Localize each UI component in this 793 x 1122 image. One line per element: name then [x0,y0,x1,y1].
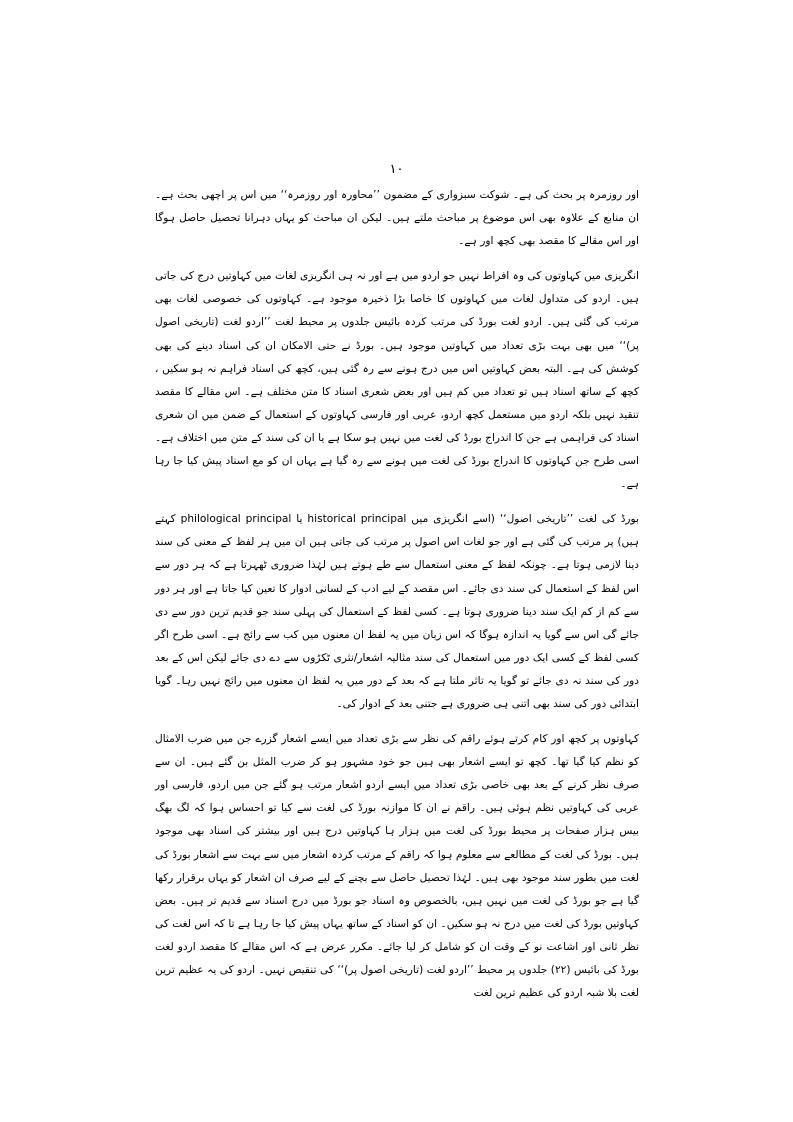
paragraph: انگریزی میں کہاوتوں کی وہ افراط نہیں جو اردو میں ہے اور نہ ہی انگریزی لغات میں کہاوتیں درج کی جاتی ہیں۔ اردو کی متداول لغات میں کہاوتوں کا خاصا بڑا ذخیرہ موجود ہے۔ کہاوتوں کی خصوصی لغات بھی مرتب کی گئی ہیں۔ اردو لغت بورڈ کی مرتب کردہ بائیس جلدوں پر محیط لغت ’’اردو لغت (تاریخی اصول پر)‘‘ میں بھی بہت بڑی تعداد میں کہاوتیں موجود ہیں۔ بورڈ نے حتی الامکان ان کی اسناد دینے کی بھی کوشش کی ہے۔ البتہ بعض کہاوتیں اس میں درج ہونے سے رہ گئی ہیں، کچھ کی اسناد فراہم نہ ہو سکیں ، کچھ کے ساتھ اسناد ہیں تو تعداد میں کم ہیں اور بعض شعری اسناد کا متن مختلف ہے۔ اس مقالے کا مقصد تنقید نہیں بلکہ اردو میں مستعمل کچھ اردو، عربی اور فارسی کہاوتوں کے استعمال کے ضمن میں ان شعری اسناد کی فراہمی ہے جن کا اندراج بورڈ کی لغت میں نہیں ہو سکا ہے یا ان کی سند کے متن میں اختلاف ہے۔ اسی طرح جن کہاوتوں کا اندراج بورڈ کی لغت میں ہونے سے رہ گیا ہے یہاں ان کو مع اسناد پیش کیا جا رہا ہے۔ [155,270,639,491]
paragraph: کہاوتوں پر کچھ اور کام کرتے ہوئے راقم کی نظر سے بڑی تعداد میں ایسے اشعار گزرے جن میں ضرب الامثال کو نظم کیا گیا تھا۔ کچھ تو ایسے اشعار بھی ہیں جو خود مشہور ہو کر ضرب المثل بن گئے ہیں۔ ان سے صرف نظر کرنے کے بعد بھی خاصی بڑی تعداد میں ایسے اردو اشعار مرتب ہو گئے جن میں اردو، فارسی اور عربی کی کہاوتیں نظم ہوئی ہیں۔ راقم نے ان کا موازنہ بورڈ کی لغت سے کیا تو احساس ہوا کہ لگ بھگ بیس ہزار صفحات پر محیط بورڈ کی لغت میں ہزار ہا کہاوتیں درج ہیں اور بیشتر کی اسناد بھی موجود ہیں۔ بورڈ کی لغت کے مطالعے سے معلوم ہوا کہ راقم کے مرتب کردہ اشعار میں سے بہت سے اشعار بورڈ کی لغت میں بطور سند موجود بھی ہیں۔ لہٰذا تحصیل حاصل سے بچنے کے لیے صرف ان اشعار کو یہاں برقرار رکھا گیا ہے جو بورڈ کی لغت میں نہیں ہیں، بالخصوص وہ اسناد جو بورڈ میں درج اسناد سے قدیم تر ہیں۔ بعض کہاوتیں بورڈ کی لغت میں درج نہ ہو سکیں۔ ان کو اسناد کے ساتھ یہاں پیش کیا جا رہا ہے تا کہ اس لغت کی نظر ثانی اور اشاعت نو کے وقت ان کو شامل کر لیا جائے۔ مکرر عرض ہے کہ اس مقالے کا مقصد اردو لغت بورڈ کی بائیس (۲۲) جلدوں پر محیط ’’اردو لغت (تاریخی اصول پر)‘‘ کی تنقیص نہیں۔ اردو کی یہ عظیم ترین لغت بلا شبہ اردو کی عظیم ترین لغت [155,733,639,1000]
page-number: ۱۰ [389,162,404,177]
body-text [155,184,639,1005]
paragraph: بورڈ کی لغت ’’تاریخی اصول‘‘ (اسے انگریزی میں historical principal یا philological principal کہتے ہیں) پر مرتب کی گئی ہے اور جو لغات اس اصول پر مرتب کی جاتی ہیں ان میں ہر لفظ کے معنی کی سند دینا لازمی ہوتا ہے۔ چونکہ لفظ کے معنی استعمال سے طے ہوتے ہیں لہٰذا ضروری ٹھہرتا ہے کہ ہر دور سے اس لفظ کے استعمال کی سند دی جائے۔ اس مقصد کے لیے ادب کے لسانی ادوار کا تعین کیا جاتا ہے اور ہر دور سے کم از کم ایک سند دینا ضروری ہوتا ہے۔ کسی لفظ کے استعمال کی پہلی سند جو قدیم ترین دور سے دی جائے گی اس سے گویا یہ اندازہ ہوگا کہ اس زبان میں یہ لفظ ان معنوں میں کب سے رائج ہے۔ اسی طرح اگر کسی لفظ کے کسی ایک دور میں استعمال کی سند مثالیہ اشعار/نثری ٹکڑوں سے دے دی جائے لیکن اس کے بعد دور کی سند نہ دی جائے تو گویا یہ تاثر ملتا ہے کہ بعد کے دور میں یہ لفظ ان معنوں میں رائج نہیں رہا۔ گویا ابتدائی دور کی سند بھی اتنی ہی ضروری ہے جتنی بعد کے ادوار کی۔ [155,513,639,710]
paragraph: اور روزمرہ پر بحث کی ہے۔ شوکت سبزواری کے مضمون ’’محاورہ اور روزمرہ‘‘ میں اس پر اچھی بحث ہے۔ ان منابع کے علاوہ بھی اس موضوع پر مباحث ملتے ہیں۔ لیکن ان مباحث کو یہاں دہرانا تحصیل حاصل ہوگا اور اس مقالے کا مقصد بھی کچھ اور ہے۔ [155,189,639,248]
